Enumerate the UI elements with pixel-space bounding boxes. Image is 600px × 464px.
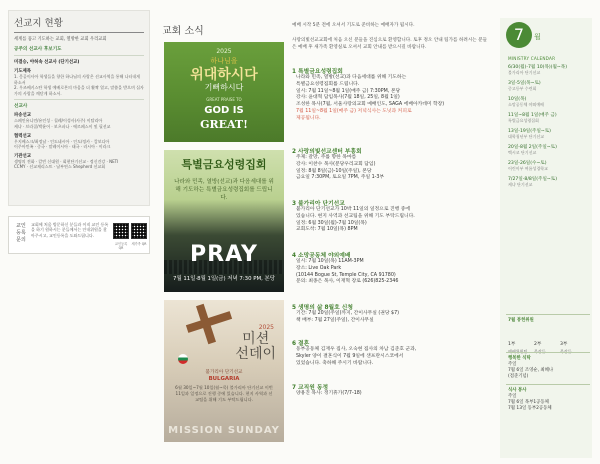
- news-item-title: 5 생명의 삶 8월호 신청: [292, 305, 353, 311]
- calendar-event: [508, 112, 588, 124]
- event-date: 13일-19일(주일~토): [508, 129, 551, 134]
- news-item: [292, 198, 488, 234]
- event-name: 멕시코 단기선교: [508, 150, 537, 155]
- calendar-event: [508, 176, 588, 188]
- news-line: 동부공동체 김재우 집사, 오숙현 집사의 차남 김준호 군과,: [296, 347, 417, 352]
- event-date: 11일~8월 1일(매주 금): [508, 113, 557, 118]
- prayer-topic-2: 2. 우즈베키스탄 학생 예배로본의 마음을 더 활짝 열고, 말씀을 받으며 십자가의 사랑을 깨닫게 하소서.: [14, 85, 144, 96]
- news-item-title: 6 결혼: [292, 341, 310, 347]
- calendar-event: [508, 128, 588, 140]
- group-title: 파송선교: [14, 113, 31, 119]
- poster-line: 불가리아 단기선교: [205, 370, 243, 375]
- column-value: 목장들: [534, 349, 546, 354]
- month-number: 7: [506, 22, 532, 48]
- poster-banner: MISSION SUNDAY: [168, 425, 280, 436]
- qr-caption: 교인등록 QR: [114, 242, 128, 250]
- meal-section: [508, 356, 588, 380]
- poster-year: 2025: [258, 324, 274, 331]
- fellowship-values: [508, 338, 588, 357]
- news-item: [292, 250, 488, 286]
- registration-text: 교회에 처음 방문하신 분들과 이직 교인 등록을 하기 원하시는 분들께서는 안내위원을 찾아주시고, 교인등록을 도와드립니다.: [31, 222, 109, 238]
- news-line: 강사: 이찬수 목사(분당우리교회 담임): [296, 161, 376, 167]
- qr-code-icon[interactable]: [131, 223, 147, 239]
- news-item: [292, 146, 488, 182]
- poster-line: 6월 30일~7월 10일(월~목) 불가리아 단기선교 이번 11일과 일정으로 진행 중에 있습니다. 현지 사역과 선교팀을 위해 기도 부탁드립니다.: [175, 385, 273, 402]
- section-title: 행복한 식탁: [508, 356, 531, 361]
- news-item: [292, 302, 488, 325]
- column-value: 목장들: [560, 349, 572, 354]
- news-line: 일정: 6월 30일(월)-7월 10일(목): [296, 220, 367, 226]
- section-line: 7월 13일 동부2공동체: [508, 406, 552, 411]
- bulgaria-flag-icon: [178, 354, 188, 364]
- prayer-topic-heading: 기도제목: [14, 69, 31, 74]
- poster-line: GREAT PRAISE TO: [206, 97, 242, 102]
- praise-poster: [164, 42, 284, 142]
- news-line-highlight: 7월 11일~8월 1일(매주 금) 저녁식사는 도넛과 커피로: [296, 108, 412, 114]
- event-name: 소망공동체 야외예배: [508, 102, 545, 107]
- news-item-title: 7 교직원 동정: [292, 385, 329, 391]
- group-title: 협력선교: [14, 133, 31, 139]
- clean-section: [508, 388, 588, 412]
- section-line: 주일: [508, 394, 517, 399]
- column-header: 3부: [560, 342, 568, 347]
- support-title: 공주의 선교사 후보기도: [14, 47, 62, 52]
- divider: [14, 99, 144, 100]
- section-line: 주일: [508, 362, 517, 367]
- news-line: 기간: 7월 20일(주일)까지, 간이사무실 (권당 $7): [296, 311, 400, 316]
- news-item-title: 3 불가리아 단기선교: [292, 201, 345, 207]
- column-header: 2부: [534, 342, 542, 347]
- fellowship-section: [508, 318, 588, 324]
- news-column: [292, 22, 488, 396]
- event-date: 23일-26일(수~토): [508, 161, 547, 166]
- poster-big-text: PRAY: [190, 242, 258, 267]
- news-line: 조성한 목사(7월, 서울사랑의교회 예배인도, SAGA 에배아카데미 학장): [296, 102, 445, 108]
- event-name: 케냐 단기선교: [508, 182, 533, 187]
- news-line: 불가리아 단기선교가 10박 11일의 일정으로 진행 중에: [296, 207, 411, 212]
- calendar-event: [508, 64, 588, 76]
- news-line: 교회도착: 7월 10일(목) 8PM: [296, 227, 358, 233]
- news-line: 일시: 7월 10일(목) 11AM-3PM: [296, 259, 364, 264]
- mission-status-box: [8, 10, 150, 206]
- poster-line: 기뻐하시다: [204, 83, 244, 92]
- divider: [506, 314, 590, 315]
- news-item-title: 1 특별금요성령집회: [292, 69, 343, 75]
- news-line: (10144 Bogue St, Temple City, CA 91780): [296, 272, 396, 278]
- news-line: 강사: 윤대혁 담임목사(7월 18일, 25일, 8월 1일): [296, 95, 400, 101]
- prayer-line: 미결승, 야허속 선교사 (단기선교): [14, 60, 80, 65]
- group-line: 스페인유니언/유인성 · 칠레/이성사(사주) 이탈리아: [14, 118, 103, 124]
- column-value: 예배위원팀: [508, 349, 528, 354]
- calendar-event: [508, 160, 588, 172]
- calendar-event: [508, 96, 588, 108]
- news-line: 일정: 8월 8일(금)-10일(주일), 본당: [296, 168, 372, 174]
- section-line: 7월 6일 조영순, 최혜나: [508, 368, 554, 373]
- news-line: 있습니다. 현지 사역과 선교팀을 위해 기도 부탁드립니다.: [296, 213, 415, 219]
- news-line: 있었습니다. 축하해 주시기 바랍니다.: [296, 360, 374, 366]
- calendar-event: [508, 80, 588, 92]
- ministry-calendar: [500, 18, 592, 458]
- mission-heading: 선교사: [14, 104, 28, 110]
- news-line-highlight: 제공됩니다.: [296, 115, 321, 121]
- news-line: 문의: 최종은 목사, 이재혁 장로 (626)825-2346: [296, 279, 399, 285]
- prayer-meeting-poster: [164, 150, 284, 292]
- news-item-title: 2 사랑의빛선교센터 부흥회: [292, 149, 362, 155]
- section-line: (점준기념): [508, 374, 529, 379]
- news-line: 일시: 7월 11일~8월 1일(매주 금) 7:30PM, 본당: [296, 88, 401, 94]
- poster-line: 하나님을: [210, 57, 238, 65]
- section-line: 7월 6일 목부1공동체: [508, 400, 549, 405]
- poster-title: 미션 선데이: [235, 331, 276, 362]
- section-title: 7월 봉헌위원: [508, 318, 534, 323]
- news-line: 양용진 목사: 정기휴가(7/7-18): [296, 391, 362, 396]
- news-line: 나라와 민족, 열방(선교)과 다음세대를 위해 기도하는: [296, 75, 407, 80]
- event-date: 10일(목): [508, 97, 527, 102]
- event-date: 20일-8월 2일(주일~토): [508, 145, 557, 150]
- poster-line: BULGARIA: [208, 376, 240, 382]
- poster-line: GREAT!: [200, 118, 248, 131]
- news-line: 주제: 갈망, 주를 향한 목마름: [296, 155, 357, 160]
- left-column: [8, 10, 150, 456]
- event-name: 특별금요성령집회: [508, 118, 539, 123]
- news-line: Skyler 양이 결혼식이 7월 9일에 샌프란시스코에서: [296, 353, 404, 359]
- welcome-text: 사랑의빛선교교회에 처음 오신 분들을 진심으로 환영합니다. 토후 정오 안내 팀가를 하려시는 분들은 예배 후 새가족 환영실로 오셔서 교회 안내를 받으시길 바랍니다.: [292, 38, 488, 50]
- poster-date: 7월 11일·8월 1일(금) 저녁 7:30 PM, 본당: [173, 276, 275, 282]
- month-label: 월: [534, 33, 541, 41]
- group-title: 기관선교: [14, 153, 31, 159]
- registration-box: [8, 216, 150, 254]
- mission-intro: 세계를 품고 기도하는 교회, 열방한 교회 우리교회: [14, 37, 107, 42]
- event-name: 중고등부 수련회: [508, 86, 537, 91]
- event-date: 7/27일-8/8일(주일~토): [508, 177, 557, 182]
- event-date: 6/30(월)-7월 10(목)(월~목): [508, 65, 567, 70]
- news-line: 책 배부: 7월 27일(주일), 간이사무실: [296, 317, 374, 323]
- divider: [14, 55, 144, 56]
- divider: [506, 384, 590, 385]
- news-item-title: 4 소망공동체 야외예배: [292, 253, 351, 259]
- church-news-heading: 교회 소식: [162, 26, 204, 37]
- news-item: [292, 66, 488, 123]
- section-title: 식사 봉사: [508, 388, 527, 393]
- news-line: 장소: Live Oak Park: [296, 265, 342, 271]
- poster-line: 위대하시다: [190, 67, 258, 83]
- calendar-header: MINISTRY CALENDAR: [508, 56, 556, 61]
- poster-title: 특별금요성령집회: [181, 158, 267, 171]
- news-item: [292, 382, 488, 398]
- event-name: 불가리아 단기선교: [508, 70, 541, 75]
- qr-caption: 새가족 QR: [131, 242, 147, 246]
- event-name: 어린이부 여름성경학교: [508, 166, 548, 171]
- column-header: 1부: [508, 342, 516, 347]
- mission-sunday-poster: [164, 300, 284, 442]
- poster-year: 2025: [216, 48, 232, 55]
- worship-reminder: 예배 시작 5분 전에 오셔서 기도로 준비하는 예배자가 됩시다.: [292, 23, 415, 28]
- poster-line: GOD IS: [204, 105, 244, 116]
- qr-code-icon[interactable]: [113, 223, 129, 239]
- news-line: 금요일 7:30PM, 토요일 7PM, 주일 1-3부: [296, 175, 385, 181]
- poster-subtitle: 나라와 민족, 열방(선교)과 다음세대를 위해 기도하는 특별금요성령집회를 드립니다.: [174, 179, 274, 201]
- event-name: 대학청년부 단기선교: [508, 134, 545, 139]
- registration-label: 교인 등록 문의: [16, 223, 26, 243]
- event-date: 3일-5일(목~토): [508, 81, 541, 86]
- group-line: CCMY · 선교제리스트 · 남부연스 Shepherd 선교회: [14, 164, 106, 170]
- prayer-topic-1: 1. 몽골이사아 학생들을 향한 하나님의 사랑은 선교사역을 통해 나타내게 하소서: [14, 74, 141, 85]
- group-line: 생명의 전화 · 칼빈 신대원 · 회현단기선교 · 정신건강 · NETI: [14, 158, 119, 164]
- group-line: 이주아민족 · 중국 · 말레이시아 · 태국 · 러시아 · 이라크: [14, 144, 111, 150]
- group-line: 우지베스크/최정남 · 인도네시아 · 인도/정카 · 캄보디아: [14, 138, 110, 144]
- divider: [506, 352, 590, 353]
- group-line: 케냐 · 브라질/박윤어 · 보츠파나 · 에르페스이 및 필선교: [14, 123, 111, 129]
- news-item: [292, 338, 488, 367]
- mission-status-title: 선교지 현황: [14, 15, 144, 33]
- calendar-event: [508, 144, 588, 156]
- news-line: 특별금요성령집회를 드립니다.: [296, 81, 360, 87]
